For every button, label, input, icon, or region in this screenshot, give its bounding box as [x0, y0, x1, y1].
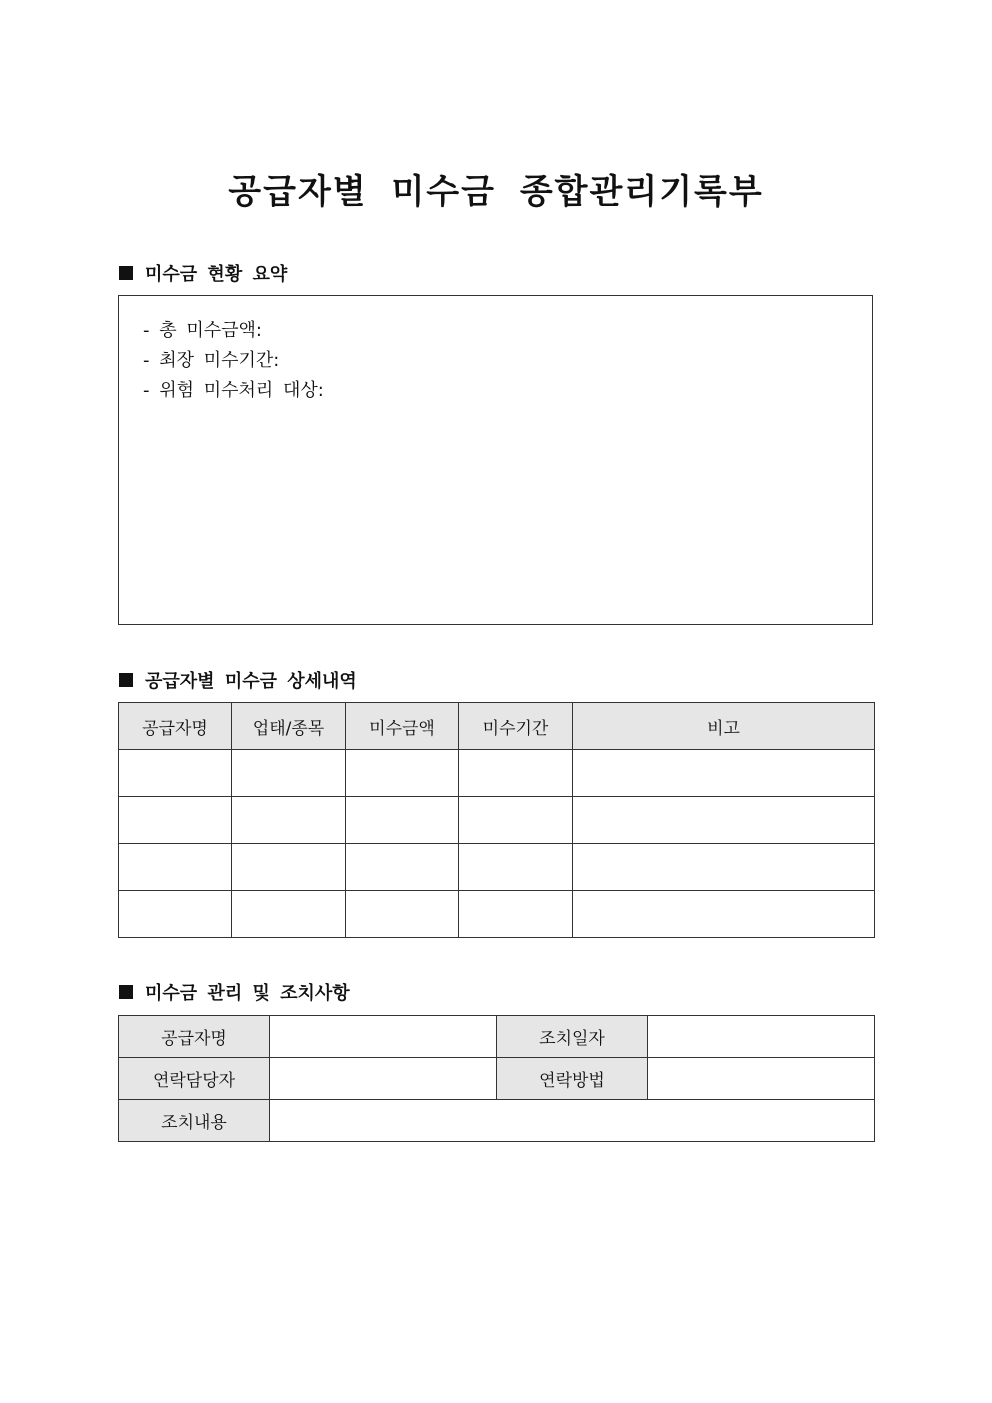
table-cell[interactable]: [459, 844, 573, 891]
table-cell[interactable]: [119, 750, 232, 797]
table-cell[interactable]: [346, 891, 459, 938]
column-header-note: 비고: [573, 703, 875, 750]
action-content-label: 조치내용: [119, 1100, 270, 1142]
table-cell[interactable]: [232, 750, 346, 797]
contact-person-field[interactable]: [270, 1058, 497, 1100]
table-cell[interactable]: [119, 797, 232, 844]
contact-person-label: 연락담당자: [119, 1058, 270, 1100]
table-cell[interactable]: [232, 891, 346, 938]
table-cell[interactable]: [232, 844, 346, 891]
table-cell[interactable]: [459, 797, 573, 844]
detail-heading: [119, 667, 357, 693]
action-heading-label: 미수금 관리 및 조치사항: [145, 983, 350, 1004]
table-row: [119, 750, 875, 797]
action-date-label: 조치일자: [497, 1016, 648, 1058]
bullet-square-icon: [119, 985, 133, 999]
table-row: [119, 797, 875, 844]
table-cell[interactable]: [346, 750, 459, 797]
summary-line-total: - 총 미수금액:: [143, 320, 262, 341]
table-cell[interactable]: [232, 797, 346, 844]
column-header-period: 미수기간: [459, 703, 573, 750]
table-row: [119, 891, 875, 938]
summary-box: [118, 295, 873, 625]
contact-method-field[interactable]: [648, 1058, 875, 1100]
table-cell[interactable]: [119, 891, 232, 938]
column-header-amount: 미수금액: [346, 703, 459, 750]
table-cell[interactable]: [346, 797, 459, 844]
supplier-label: 공급자명: [119, 1016, 270, 1058]
page-title: 공급자별 미수금 종합관리기록부: [228, 172, 764, 212]
summary-heading-label: 미수금 현황 요약: [145, 264, 288, 285]
detail-heading-label: 공급자별 미수금 상세내역: [145, 671, 357, 692]
action-table: [118, 1015, 875, 1142]
column-header-supplier: 공급자명: [119, 703, 232, 750]
action-row-supplier: [119, 1016, 875, 1058]
bullet-square-icon: [119, 673, 133, 687]
table-cell[interactable]: [119, 844, 232, 891]
summary-line-risk: - 위험 미수처리 대상:: [143, 380, 324, 401]
action-row-contact: [119, 1058, 875, 1100]
contact-method-label: 연락방법: [497, 1058, 648, 1100]
table-header-row: [119, 703, 875, 750]
table-cell[interactable]: [573, 750, 875, 797]
table-cell[interactable]: [573, 891, 875, 938]
detail-table: [118, 702, 875, 938]
action-date-field[interactable]: [648, 1016, 875, 1058]
column-header-business: 업태/종목: [232, 703, 346, 750]
summary-line-longest: - 최장 미수기간:: [143, 350, 280, 371]
supplier-field[interactable]: [270, 1016, 497, 1058]
table-cell[interactable]: [459, 750, 573, 797]
action-content-field[interactable]: [270, 1100, 875, 1142]
table-row: [119, 844, 875, 891]
bullet-square-icon: [119, 266, 133, 280]
action-heading: [119, 979, 350, 1005]
table-cell[interactable]: [346, 844, 459, 891]
action-row-content: [119, 1100, 875, 1142]
summary-heading: [119, 260, 287, 286]
table-cell[interactable]: [459, 891, 573, 938]
table-cell[interactable]: [573, 797, 875, 844]
table-cell[interactable]: [573, 844, 875, 891]
